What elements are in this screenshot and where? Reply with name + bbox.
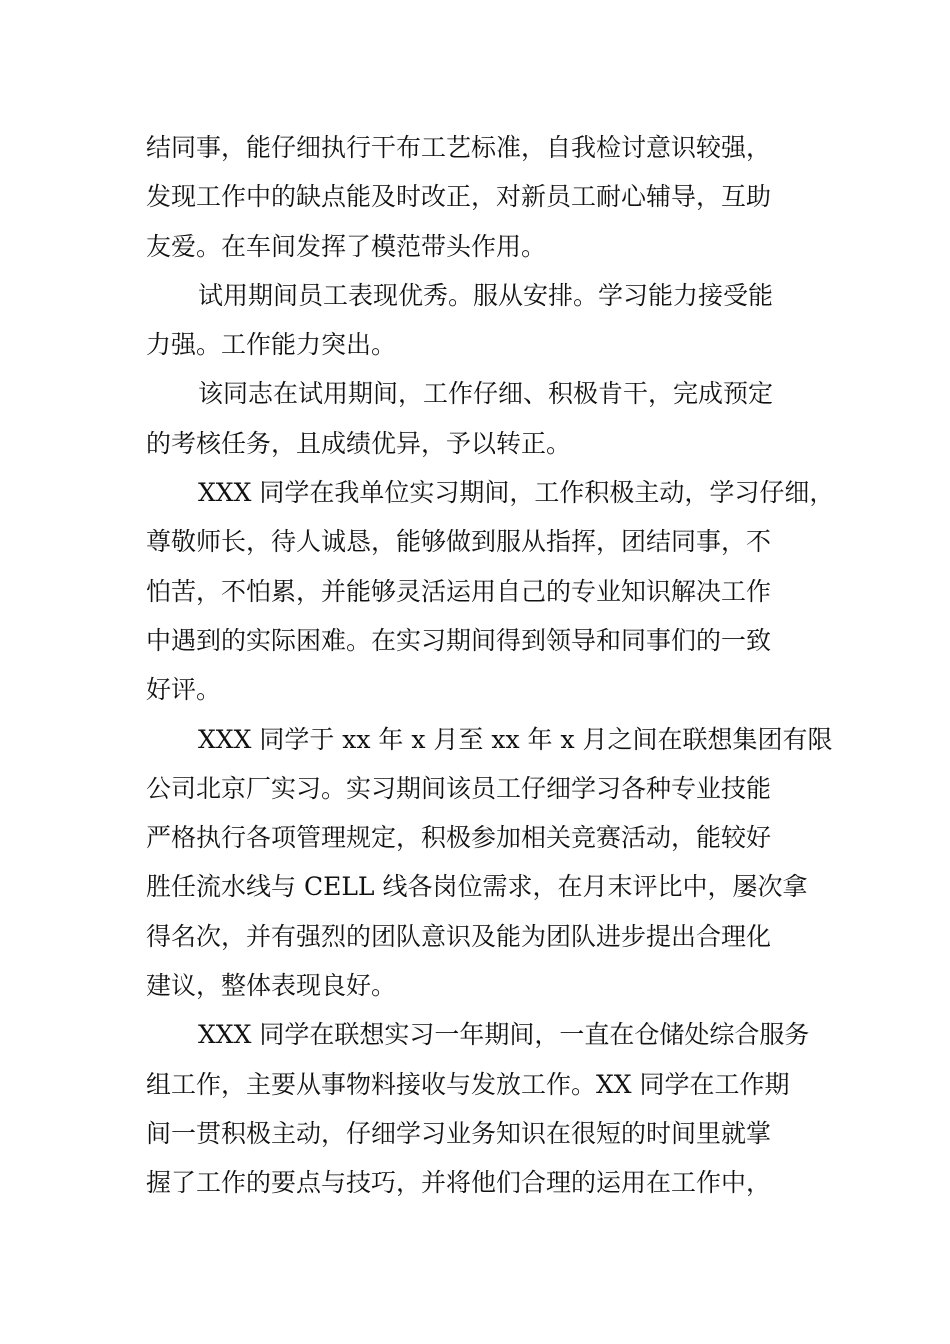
text-line: 结同事，能仔细执行干布工艺标准，自我检讨意识较强，	[146, 133, 772, 162]
text-line: 怕苦，不怕累，并能够灵活运用自己的专业知识解决工作	[146, 576, 772, 606]
text-line: 握了工作的要点与技巧，并将他们合理的运用在工作中，	[146, 1168, 772, 1198]
paragraph-first-line: XXX 同学于 xx 年 x 月至 xx 年 x 月之间在联想集团有限	[198, 724, 833, 754]
paragraph-first-line: XXX 同学在我单位实习期间，工作积极主动，学习仔细，	[198, 478, 835, 508]
text-line: 间一贯积极主动，仔细学习业务知识在很短的时间里就掌	[146, 1118, 772, 1148]
text-line: 发现工作中的缺点能及时改正，对新员工耐心辅导，互助	[146, 182, 772, 212]
text-line: 胜任流水线与 CELL 线各岗位需求，在月末评比中，屡次拿	[146, 872, 808, 902]
text-line: 严格执行各项管理规定，积极参加相关竞赛活动，能较好	[146, 823, 772, 853]
text-line: 中遇到的实际困难。在实习期间得到领导和同事们的一致	[146, 625, 772, 655]
text-line: 力强。工作能力突出。	[146, 330, 397, 360]
text-line: 公司北京厂实习。实习期间该员工仔细学习各种专业技能	[146, 773, 772, 803]
text-line: 得名次，并有强烈的团队意识及能为团队进步提出合理化	[146, 921, 772, 951]
text-line: 建议，整体表现良好。	[146, 971, 397, 1001]
text-line: 友爱。在车间发挥了模范带头作用。	[146, 231, 547, 261]
paragraph-first-line: XXX 同学在联想实习一年期间，一直在仓储处综合服务	[198, 1020, 810, 1050]
text-line: 好评。	[146, 675, 222, 705]
text-line: 尊敬师长，待人诚恳，能够做到服从指挥，团结同事，不	[146, 527, 772, 557]
document-body	[146, 123, 835, 1208]
paragraph-first-line: 试用期间员工表现优秀。服从安排。学习能力接受能	[198, 280, 774, 310]
text-line: 的考核任务，且成绩优异，予以转正。	[146, 428, 572, 458]
paragraph-first-line: 该同志在试用期间，工作仔细、积极肯干，完成预定	[198, 379, 774, 409]
text-line: 组工作，主要从事物料接收与发放工作。XX 同学在工作期	[146, 1069, 790, 1099]
